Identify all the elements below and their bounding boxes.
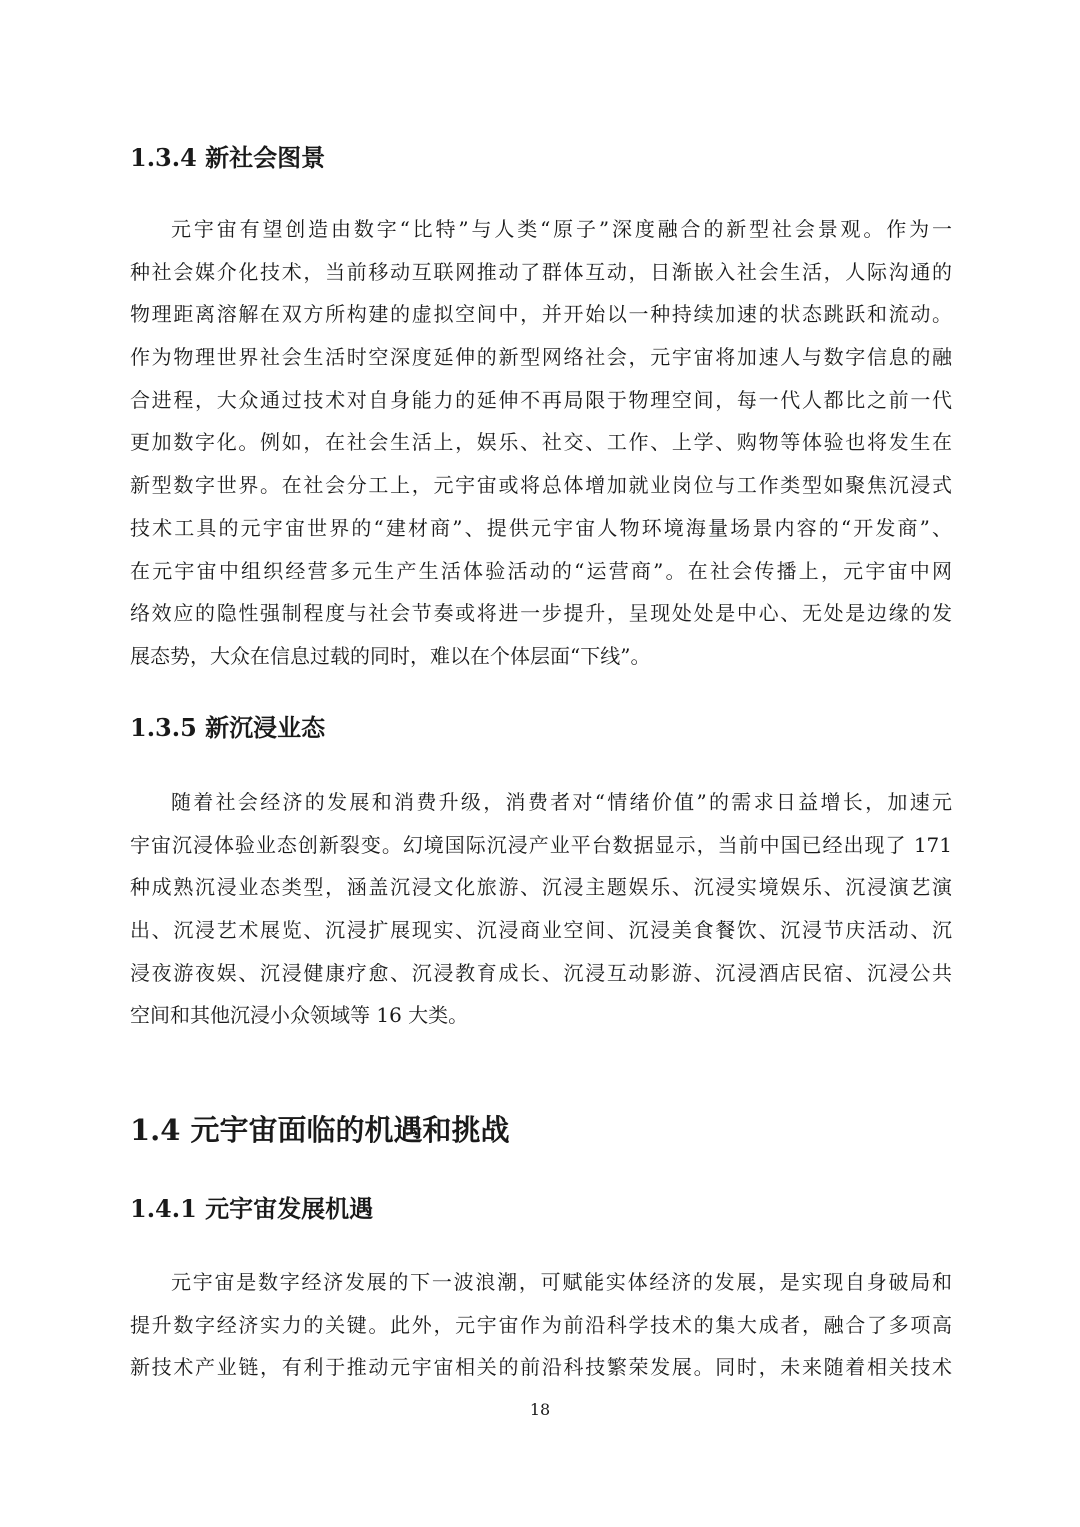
text-line: 技术工具的元宇宙世界的“建材商”、提供元宇宙人物环境海量场景内容的“开发商”、: [130, 515, 952, 540]
paragraph-new-immersive-formats: [130, 781, 952, 1037]
text-line: 作为物理世界社会生活时空深度延伸的新型网络社会，元宇宙将加速人与数字信息的融: [130, 345, 952, 370]
paragraph-new-social-landscape: [130, 208, 952, 678]
paragraph-development-opportunities: [130, 1261, 952, 1389]
text-line: 种成熟沉浸业态类型，涵盖沉浸文化旅游、沉浸主题娱乐、沉浸实境娱乐、沉浸演艺演: [130, 875, 952, 900]
heading-1-4-1: 1.4.1 元宇宙发展机遇: [130, 1194, 374, 1223]
text-line: 出、沉浸艺术展览、沉浸扩展现实、沉浸商业空间、沉浸美食餐饮、沉浸节庆活动、沉: [130, 918, 952, 943]
text-line: 络效应的隐性强制程度与社会节奏或将进一步提升，呈现处处是中心、无处是边缘的发: [130, 601, 952, 626]
text-line: 提升数字经济实力的关键。此外，元宇宙作为前沿科学技术的集大成者，融合了多项高: [130, 1312, 952, 1337]
text-line: 合进程，大众通过技术对自身能力的延伸不再局限于物理空间，每一代人都比之前一代: [130, 387, 952, 412]
text-line: 宇宙沉浸体验业态创新裂变。幻境国际沉浸产业平台数据显示，当前中国已经出现了 171: [130, 832, 952, 857]
text-line: 物理距离溶解在双方所构建的虚拟空间中，并开始以一种持续加速的状态跳跃和流动。: [130, 302, 952, 327]
text-line: 浸夜游夜娱、沉浸健康疗愈、沉浸教育成长、沉浸互动影游、沉浸酒店民宿、沉浸公共: [130, 960, 952, 985]
text-line: 种社会媒介化技术，当前移动互联网推动了群体互动，日渐嵌入社会生活，人际沟通的: [130, 259, 952, 284]
text-line: 更加数字化。例如，在社会生活上，娱乐、社交、工作、上学、购物等体验也将发生在: [130, 430, 952, 455]
text-line: 新型数字世界。在社会分工上，元宇宙或将总体增加就业岗位与工作类型如聚焦沉浸式: [130, 473, 952, 498]
text-line: 空间和其他沉浸小众领域等 16 大类。: [130, 1003, 469, 1028]
text-line: 展态势，大众在信息过载的同时，难以在个体层面“下线”。: [130, 643, 651, 668]
text-line: 随着社会经济的发展和消费升级，消费者对“情绪价值”的需求日益增长，加速元: [171, 790, 952, 814]
text-line: 在元宇宙中组织经营多元生产生活体验活动的“运营商”。在社会传播上，元宇宙中网: [130, 558, 952, 583]
text-line: 新技术产业链，有利于推动元宇宙相关的前沿科技繁荣发展。同时，未来随着相关技术: [130, 1355, 952, 1380]
text-line: 元宇宙是数字经济发展的下一波浪潮，可赋能实体经济的发展，是实现自身破局和: [171, 1270, 952, 1294]
heading-1-4: 1.4 元宇宙面临的机遇和挑战: [130, 1113, 510, 1147]
text-line: 元宇宙有望创造由数字“比特”与人类“原子”深度融合的新型社会景观。作为一: [171, 217, 952, 241]
heading-1-3-4: 1.3.4 新社会图景: [130, 143, 326, 172]
page-number: 18: [529, 1400, 551, 1419]
heading-1-3-5: 1.3.5 新沉浸业态: [130, 713, 326, 742]
